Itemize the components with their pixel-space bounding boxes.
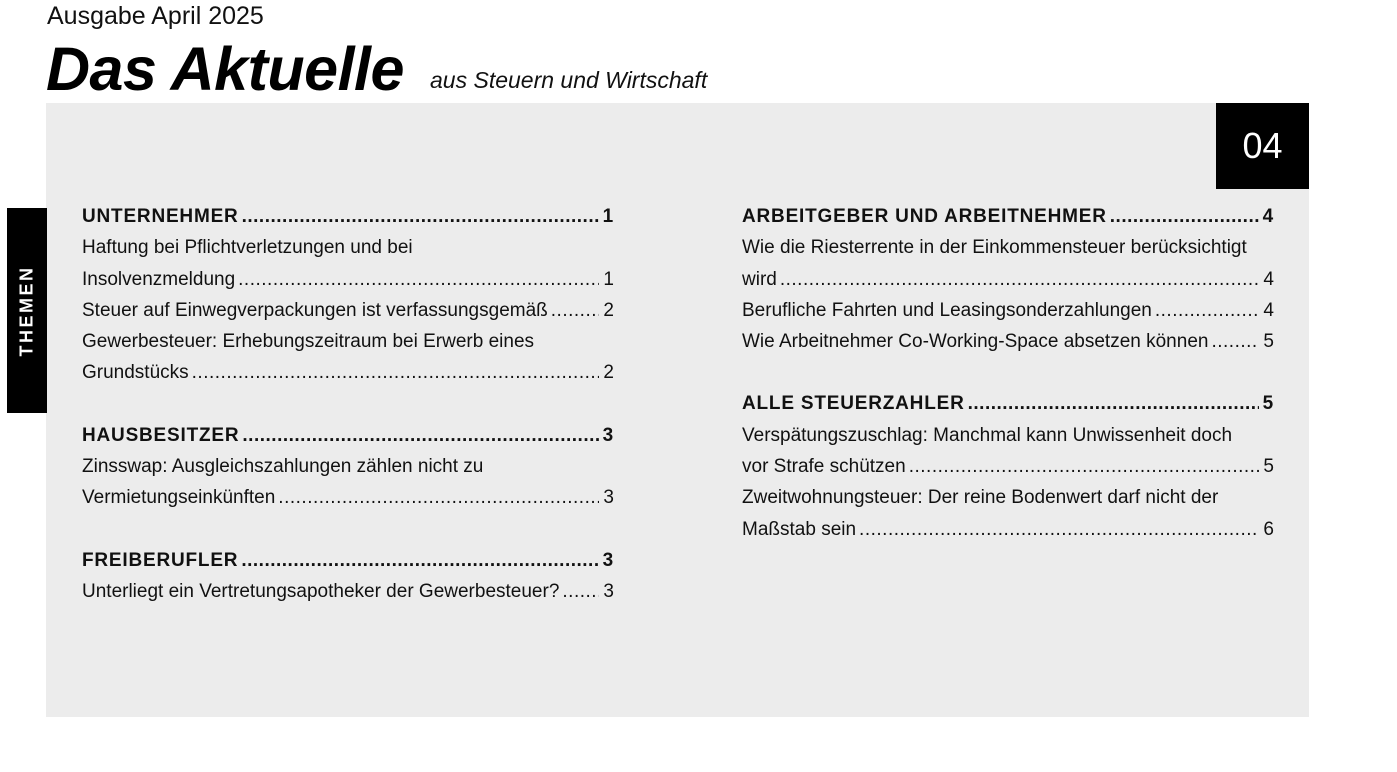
- toc-section: [82, 201, 614, 389]
- issue-number-badge: 04: [1216, 103, 1309, 189]
- dot-leader: [1211, 326, 1259, 357]
- section-heading-row[interactable]: [742, 388, 1274, 419]
- entry-title: vor Strafe schützen: [742, 456, 906, 478]
- section-heading: UNTERNEHMER: [82, 206, 239, 227]
- toc-section: [742, 201, 1274, 357]
- entry-page-number: 3: [603, 487, 614, 509]
- toc-section: [82, 420, 614, 514]
- section-page-number: 3: [602, 549, 614, 571]
- entry-page-number: 6: [1263, 518, 1274, 540]
- toc-entry[interactable]: [742, 420, 1274, 483]
- entry-title-line: Zinsswap: Ausgleichszahlungen zählen nicht zu: [82, 456, 484, 478]
- toc-entry[interactable]: [742, 482, 1274, 545]
- toc-column-right: [742, 201, 1274, 576]
- entry-last-line-row: [742, 326, 1274, 357]
- dot-leader: [551, 295, 600, 326]
- toc-entry[interactable]: [742, 295, 1274, 326]
- toc-entry[interactable]: [742, 326, 1274, 357]
- entry-title: Grundstücks: [82, 362, 189, 384]
- entry-title: Insolvenzmeldung: [82, 268, 236, 290]
- entry-page-number: 4: [1263, 299, 1274, 321]
- toc-entry[interactable]: [82, 295, 614, 326]
- dot-leader: [859, 514, 1259, 545]
- dot-leader: [242, 201, 599, 232]
- entry-page-number: 4: [1263, 268, 1274, 290]
- section-heading: ALLE STEUERZAHLER: [742, 393, 965, 415]
- dot-leader: [909, 451, 1260, 482]
- dot-leader: [780, 264, 1260, 295]
- entry-title-line: Gewerbesteuer: Erhebungszeitraum bei Erwerb eines: [82, 331, 535, 353]
- entry-title: Steuer auf Einwegverpackungen ist verfassungsgemäß: [82, 299, 548, 321]
- dot-leader: [968, 388, 1259, 419]
- newsletter-title: Das Aktuelle: [46, 35, 404, 103]
- entry-last-line-row: [742, 451, 1274, 482]
- themes-side-tab-label: THEMEN: [16, 265, 37, 356]
- dot-leader: [241, 545, 598, 576]
- section-page-number: 5: [1262, 393, 1274, 415]
- entry-title-line: Zweitwohnungsteuer: Der reine Bodenwert darf nicht der: [742, 487, 1219, 509]
- entry-title: Wie Arbeitnehmer Co-Working-Space absetzen können: [742, 331, 1209, 353]
- entry-page-number: 3: [603, 580, 614, 602]
- entry-last-line-row: [82, 264, 614, 295]
- entry-title: Vermietungseinkünften: [82, 487, 276, 509]
- entry-last-line-row: [82, 357, 614, 388]
- entry-title-line: Wie die Riesterrente in der Einkommensteuer berücksichtigt: [742, 237, 1247, 259]
- entry-page-number: 5: [1263, 456, 1274, 478]
- toc-entry[interactable]: [82, 576, 614, 607]
- entry-last-line-row: [742, 514, 1274, 545]
- section-heading-row[interactable]: [82, 201, 614, 232]
- entry-title: wird: [742, 268, 777, 290]
- dot-leader: [278, 482, 599, 513]
- dot-leader: [238, 264, 599, 295]
- dot-leader: [1110, 201, 1259, 232]
- newsletter-subtitle: aus Steuern und Wirtschaft: [430, 67, 708, 93]
- dot-leader: [1155, 295, 1260, 326]
- dot-leader: [242, 420, 598, 451]
- section-heading: FREIBERUFLER: [82, 549, 239, 571]
- entry-title: Maßstab sein: [742, 518, 857, 540]
- toc-section: [742, 388, 1274, 544]
- entry-page-number: 2: [603, 299, 614, 321]
- entry-last-line-row: [82, 295, 614, 326]
- entry-page-number: 5: [1263, 331, 1274, 353]
- toc-section: [82, 545, 614, 608]
- entry-page-number: 1: [603, 268, 614, 290]
- entry-last-line-row: [82, 576, 614, 607]
- edition-label: Ausgabe April 2025: [47, 2, 264, 30]
- dot-leader: [562, 576, 599, 607]
- entry-title-line: Haftung bei Pflichtverletzungen und bei: [82, 237, 413, 259]
- section-heading-row[interactable]: [82, 545, 614, 576]
- toc-entry[interactable]: [82, 326, 614, 389]
- dot-leader: [192, 357, 600, 388]
- section-page-number: 3: [602, 424, 614, 446]
- section-heading: ARBEITGEBER UND ARBEITNEHMER: [742, 206, 1107, 227]
- entry-title-line: Verspätungszuschlag: Manchmal kann Unwissenheit doch: [742, 424, 1233, 446]
- toc-entry[interactable]: [82, 232, 614, 295]
- toc-column-left: [82, 201, 614, 638]
- section-page-number: 1: [602, 206, 614, 227]
- entry-page-number: 2: [603, 362, 614, 384]
- entry-title: Unterliegt ein Vertretungsapotheker der Gewerbesteuer?: [82, 580, 560, 602]
- toc-entry[interactable]: [82, 451, 614, 514]
- entry-last-line-row: [742, 295, 1274, 326]
- themes-side-tab: [7, 208, 47, 413]
- section-page-number: 4: [1262, 206, 1274, 227]
- section-heading: HAUSBESITZER: [82, 424, 240, 446]
- entry-last-line-row: [82, 482, 614, 513]
- toc-entry[interactable]: [742, 232, 1274, 295]
- section-heading-row[interactable]: [742, 201, 1274, 232]
- entry-title: Berufliche Fahrten und Leasingsonderzahlungen: [742, 299, 1152, 321]
- section-heading-row[interactable]: [82, 420, 614, 451]
- entry-last-line-row: [742, 264, 1274, 295]
